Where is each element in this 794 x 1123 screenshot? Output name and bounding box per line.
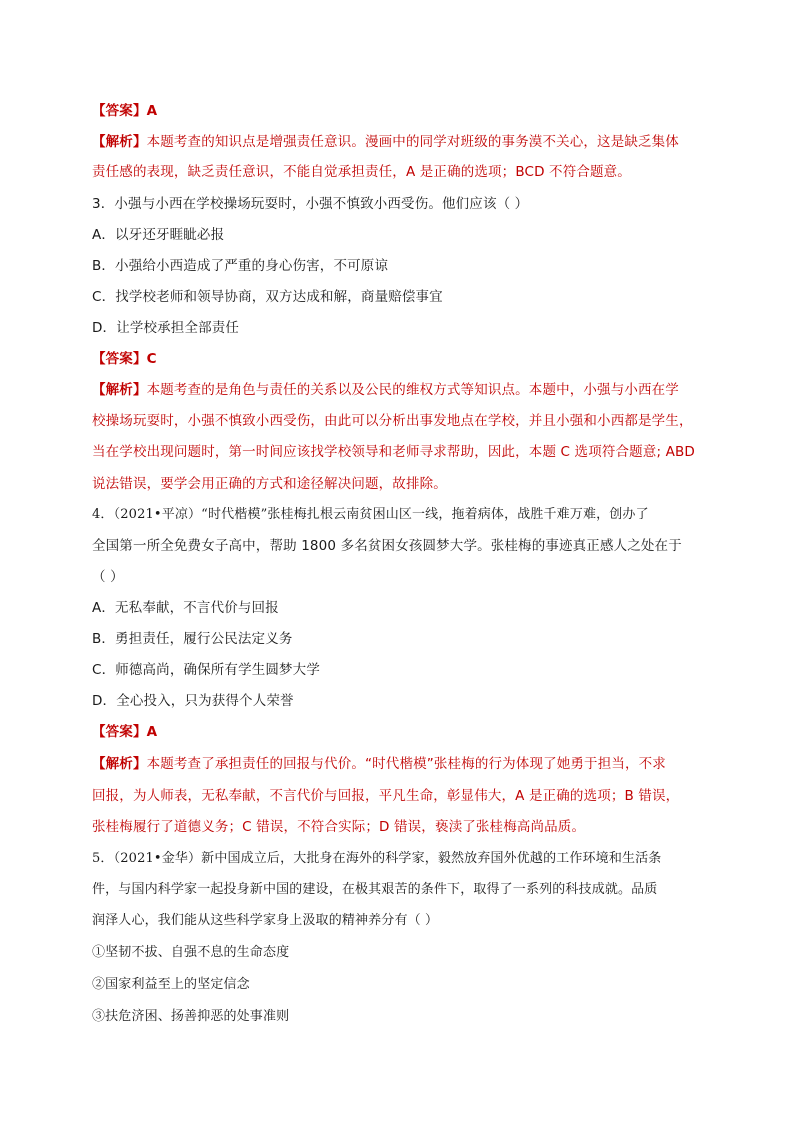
analysis-4-line-3: 张桂梅履行了道德义务；C 错误，不符合实际；D 错误，亵渎了张桂梅高尚品质。 <box>92 819 586 835</box>
answer-tag: 【答案】 <box>92 103 147 119</box>
question-5-item-3: ③扶危济困、扬善抑恶的处事准则 <box>92 1009 290 1024</box>
answer-value: A <box>146 103 158 119</box>
question-5-item-2: ②国家利益至上的坚定信念 <box>92 977 250 992</box>
analysis-text: 本题考查了承担责任的回报与代价。“时代楷模”张桂梅的行为体现了她勇于担当，不求 <box>146 756 666 772</box>
analysis-3-line-3: 当在学校出现问题时，第一时间应该找学校领导和老师寻求帮助，因此，本题 C 选项符合题意; ABD <box>92 444 695 460</box>
question-4-stem-line-2: 全国第一所全免费女子高中，帮助 1800 多名贫困女孩圆梦大学。张桂梅的事迹真正感人之处在于 <box>92 538 682 554</box>
analysis-4-line-1 <box>92 755 712 773</box>
analysis-text: 本题考查的是角色与责任的关系以及公民的维权方式等知识点。本题中，小强与小西在学 <box>146 382 679 398</box>
analysis-4-line-2: 回报，为人师表，无私奉献，不言代价与回报，平凡生命，彰显伟大，A 是正确的选项；B 错误， <box>92 788 680 804</box>
analysis-text: 本题考查的知识点是增强责任意识。漫画中的同学对班级的事务漠不关心，这是缺乏集体 <box>146 134 679 150</box>
question-4-option-b: B．勇担责任，履行公民法定义务 <box>92 631 293 647</box>
question-5-item-1: ①坚韧不拔、自强不息的生命态度 <box>92 945 290 960</box>
answer-1 <box>92 102 712 120</box>
answer-value: A <box>146 724 158 740</box>
question-4-option-c: C．师德高尚，确保所有学生圆梦大学 <box>92 662 320 678</box>
analysis-tag: 【解析】 <box>92 382 147 398</box>
question-4-option-d: D．全心投入，只为获得个人荣誉 <box>92 693 294 709</box>
question-3-option-c: C．找学校老师和领导协商，双方达成和解，商量赔偿事宜 <box>92 289 443 305</box>
analysis-3-line-1 <box>92 381 712 399</box>
answer-tag: 【答案】 <box>92 724 147 740</box>
analysis-tag: 【解析】 <box>92 756 147 772</box>
analysis-1-line-2: 责任感的表现，缺乏责任意识，不能自觉承担责任，A 是正确的选项；BCD 不符合题意。 <box>92 164 631 180</box>
analysis-1-line-1 <box>92 133 712 151</box>
answer-tag: 【答案】 <box>92 351 147 367</box>
question-4-stem-line-3: （ ） <box>92 569 124 585</box>
question-5-stem-line-3: 润泽人心，我们能从这些科学家身上汲取的精神养分有（ ） <box>92 913 439 928</box>
question-5-stem-line-1: 5．（2021•金华）新中国成立后，大批身在海外的科学家，毅然放弃国外优越的工作环境和生活条 <box>92 851 662 866</box>
analysis-tag: 【解析】 <box>92 134 147 150</box>
question-3-stem: 3．小强与小西在学校操场玩耍时，小强不慎致小西受伤。他们应该（ ） <box>92 196 529 212</box>
question-3-option-d: D．让学校承担全部责任 <box>92 320 240 336</box>
analysis-3-line-2: 校操场玩耍时，小强不慎致小西受伤，由此可以分析出事发地点在学校，并且小强和小西都是学生， <box>92 413 693 429</box>
question-4-option-a: A．无私奉献，不言代价与回报 <box>92 600 279 616</box>
answer-4 <box>92 723 712 741</box>
analysis-3-line-4: 说法错误，要学会用正确的方式和途径解决问题，故排除。 <box>92 476 447 492</box>
question-3-option-b: B．小强给小西造成了严重的身心伤害，不可原谅 <box>92 258 389 274</box>
question-5-stem-line-2: 件，与国内科学家一起投身新中国的建设，在极其艰苦的条件下，取得了一系列的科技成就。品质 <box>92 882 658 897</box>
answer-value: C <box>146 351 157 367</box>
answer-3 <box>92 350 712 368</box>
question-4-stem-line-1: 4．（2021•平凉）“时代楷模”张桂梅扎根云南贫困山区一线，拖着病体，战胜千难万难，创办了 <box>92 507 649 522</box>
question-3-option-a: A．以牙还牙睚眦必报 <box>92 227 225 243</box>
